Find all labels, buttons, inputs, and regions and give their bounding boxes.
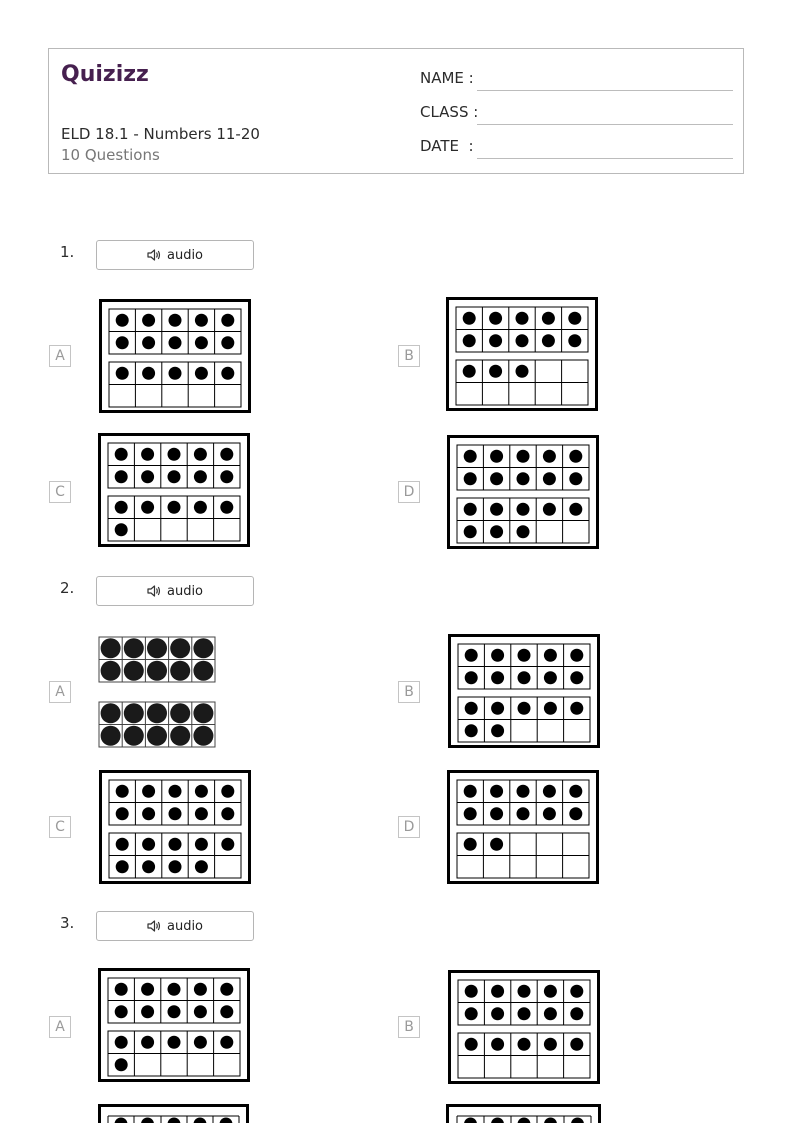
speaker-icon [147, 249, 161, 261]
counter-dot [570, 1038, 583, 1051]
counter-dot [491, 702, 504, 715]
counter-dot [569, 807, 582, 820]
counter-dot [518, 985, 531, 998]
counter-dot [142, 785, 155, 798]
quizizz-logo [61, 57, 153, 89]
counter-dot [221, 838, 234, 851]
counter-dot [489, 334, 502, 347]
counter-dot [193, 661, 213, 681]
audio-label: audio [166, 247, 204, 263]
counter-dot [463, 312, 476, 325]
counter-dot [516, 312, 529, 325]
counter-dot [220, 983, 233, 996]
counter-dot [141, 501, 154, 514]
counter-dot [220, 1005, 233, 1018]
counter-dot [544, 649, 557, 662]
counter-dot [490, 503, 503, 516]
counter-dot [220, 501, 233, 514]
counter-dot [169, 860, 182, 873]
counter-dot [490, 838, 503, 851]
counter-dot [142, 336, 155, 349]
counter-dot [195, 807, 208, 820]
option-letter[interactable]: C [49, 816, 71, 838]
counter-dot [115, 1005, 128, 1018]
counter-dot [543, 785, 556, 798]
counter-dot [170, 661, 190, 681]
counter-dot [141, 470, 154, 483]
counter-dot [490, 525, 503, 538]
counter-dot [491, 985, 504, 998]
counter-dot [115, 1036, 128, 1049]
worksheet-title: ELD 18.1 - Numbers 11-20 [61, 125, 260, 143]
counter-dot [465, 724, 478, 737]
counter-dot [116, 860, 129, 873]
ten-frame-option[interactable] [447, 770, 599, 884]
counter-dot [544, 1038, 557, 1051]
date-line[interactable] [477, 158, 733, 159]
counter-dot [195, 367, 208, 380]
counter-dot [124, 661, 144, 681]
counter-dot [543, 807, 556, 820]
counter-dot [170, 703, 190, 723]
counter-dot [220, 1036, 233, 1049]
counter-dot [115, 501, 128, 514]
counter-dot [465, 1038, 478, 1051]
counter-dot [543, 503, 556, 516]
counter-dot [464, 785, 477, 798]
counter-dot [168, 1005, 181, 1018]
counter-dot [193, 703, 213, 723]
counter-dot [142, 838, 155, 851]
counter-dot [464, 525, 477, 538]
audio-label: audio [166, 583, 204, 599]
counter-dot [490, 472, 503, 485]
class-line[interactable] [477, 124, 733, 125]
counter-dot [195, 336, 208, 349]
counter-dot [465, 702, 478, 715]
counter-dot [569, 472, 582, 485]
counter-dot [168, 448, 181, 461]
ten-frame-option[interactable] [97, 636, 219, 752]
counter-dot [124, 726, 144, 746]
counter-dot [194, 1036, 207, 1049]
counter-dot [141, 1036, 154, 1049]
question-count: 10 Questions [61, 146, 160, 164]
counter-dot [465, 985, 478, 998]
option-letter[interactable]: B [398, 345, 420, 367]
counter-dot [169, 807, 182, 820]
counter-dot [490, 807, 503, 820]
counter-dot [115, 1058, 128, 1071]
counter-dot [116, 838, 129, 851]
counter-dot [147, 661, 167, 681]
option-letter[interactable]: B [398, 681, 420, 703]
date-label: DATE : [420, 137, 474, 155]
ten-frame-partial [446, 1104, 602, 1123]
counter-dot [517, 472, 530, 485]
counter-dot [542, 312, 555, 325]
counter-dot [221, 785, 234, 798]
counter-dot [490, 785, 503, 798]
counter-dot [465, 671, 478, 684]
counter-dot [491, 1007, 504, 1020]
option-letter[interactable]: A [49, 345, 71, 367]
counter-dot [193, 726, 213, 746]
counter-dot [465, 649, 478, 662]
counter-dot [464, 503, 477, 516]
counter-dot [221, 367, 234, 380]
counter-dot [141, 983, 154, 996]
counter-dot [194, 470, 207, 483]
counter-dot [124, 638, 144, 658]
counter-dot [101, 661, 121, 681]
counter-dot [517, 785, 530, 798]
counter-dot [544, 702, 557, 715]
counter-dot [147, 703, 167, 723]
counter-dot [491, 1038, 504, 1051]
ten-frame-option[interactable] [98, 433, 250, 547]
counter-dot [142, 807, 155, 820]
option-letter[interactable]: A [49, 681, 71, 703]
ten-frame-option[interactable] [447, 435, 599, 549]
option-letter[interactable]: C [49, 481, 71, 503]
counter-dot [194, 448, 207, 461]
counter-dot [116, 336, 129, 349]
counter-dot [518, 1038, 531, 1051]
counter-dot [570, 985, 583, 998]
counter-dot [570, 702, 583, 715]
counter-dot [147, 726, 167, 746]
counter-dot [491, 671, 504, 684]
ten-frame-option[interactable] [448, 970, 600, 1084]
counter-dot [570, 649, 583, 662]
question-number: 3. [60, 914, 75, 932]
name-label: NAME : [420, 69, 474, 87]
counter-dot [569, 450, 582, 463]
name-line[interactable] [477, 90, 733, 91]
counter-dot [141, 448, 154, 461]
counter-dot [101, 638, 121, 658]
class-label: CLASS : [420, 103, 479, 121]
counter-dot [221, 336, 234, 349]
counter-dot [194, 501, 207, 514]
counter-dot [543, 450, 556, 463]
audio-button[interactable] [96, 576, 254, 606]
counter-dot [195, 785, 208, 798]
class-field[interactable] [420, 103, 733, 125]
question-number: 2. [60, 579, 75, 597]
counter-dot [194, 983, 207, 996]
counter-dot [463, 334, 476, 347]
counter-dot [101, 726, 121, 746]
counter-dot [544, 1007, 557, 1020]
counter-dot [463, 365, 476, 378]
option-letter[interactable]: D [398, 816, 420, 838]
counter-dot [195, 860, 208, 873]
ten-frame-option[interactable] [99, 770, 251, 884]
counter-dot [142, 860, 155, 873]
counter-dot [465, 1007, 478, 1020]
counter-dot [570, 1007, 583, 1020]
counter-dot [569, 503, 582, 516]
counter-dot [195, 314, 208, 327]
counter-dot [115, 470, 128, 483]
option-letter[interactable]: A [49, 1016, 71, 1038]
date-field[interactable] [420, 137, 733, 159]
counter-dot [170, 726, 190, 746]
counter-dot [168, 501, 181, 514]
counter-dot [115, 983, 128, 996]
counter-dot [221, 807, 234, 820]
ten-frame-partial [98, 1104, 252, 1123]
ten-frame-option[interactable] [446, 297, 598, 411]
counter-dot [168, 470, 181, 483]
counter-dot [569, 785, 582, 798]
counter-dot [221, 314, 234, 327]
counter-dot [518, 1007, 531, 1020]
counter-dot [517, 525, 530, 538]
counter-dot [220, 470, 233, 483]
counter-dot [115, 448, 128, 461]
counter-dot [147, 638, 167, 658]
audio-button[interactable] [96, 911, 254, 941]
ten-frame-option[interactable] [99, 299, 251, 413]
counter-dot [568, 312, 581, 325]
counter-dot [168, 1036, 181, 1049]
counter-dot [490, 450, 503, 463]
svg-text:Quizizz: Quizizz [61, 62, 149, 87]
counter-dot [193, 638, 213, 658]
audio-label: audio [166, 918, 204, 934]
counter-dot [115, 523, 128, 536]
audio-button[interactable] [96, 240, 254, 270]
counter-dot [124, 703, 144, 723]
counter-dot [141, 1005, 154, 1018]
counter-dot [518, 671, 531, 684]
counter-dot [116, 367, 129, 380]
counter-dot [169, 838, 182, 851]
counter-dot [168, 983, 181, 996]
counter-dot [464, 472, 477, 485]
counter-dot [116, 314, 129, 327]
counter-dot [543, 472, 556, 485]
counter-dot [517, 503, 530, 516]
counter-dot [517, 807, 530, 820]
counter-dot [542, 334, 555, 347]
counter-dot [489, 312, 502, 325]
counter-dot [491, 724, 504, 737]
ten-frame-option[interactable] [98, 968, 250, 1082]
option-letter[interactable]: B [398, 1016, 420, 1038]
counter-dot [169, 314, 182, 327]
counter-dot [544, 985, 557, 998]
counter-dot [489, 365, 502, 378]
worksheet-header [48, 48, 744, 174]
counter-dot [464, 450, 477, 463]
counter-dot [116, 785, 129, 798]
counter-dot [516, 365, 529, 378]
speaker-icon [147, 585, 161, 597]
counter-dot [464, 838, 477, 851]
counter-dot [544, 671, 557, 684]
question-number: 1. [60, 243, 75, 261]
counter-dot [517, 450, 530, 463]
counter-dot [220, 448, 233, 461]
counter-dot [116, 807, 129, 820]
counter-dot [169, 367, 182, 380]
counter-dot [570, 671, 583, 684]
counter-dot [142, 367, 155, 380]
counter-dot [169, 785, 182, 798]
counter-dot [169, 336, 182, 349]
counter-dot [194, 1005, 207, 1018]
counter-dot [491, 649, 504, 662]
counter-dot [518, 702, 531, 715]
counter-dot [464, 807, 477, 820]
ten-frame-option[interactable] [448, 634, 600, 748]
speaker-icon [147, 920, 161, 932]
counter-dot [101, 703, 121, 723]
counter-dot [142, 314, 155, 327]
counter-dot [568, 334, 581, 347]
counter-dot [195, 838, 208, 851]
counter-dot [170, 638, 190, 658]
counter-dot [518, 649, 531, 662]
option-letter[interactable]: D [398, 481, 420, 503]
name-field[interactable] [420, 69, 733, 91]
counter-dot [516, 334, 529, 347]
